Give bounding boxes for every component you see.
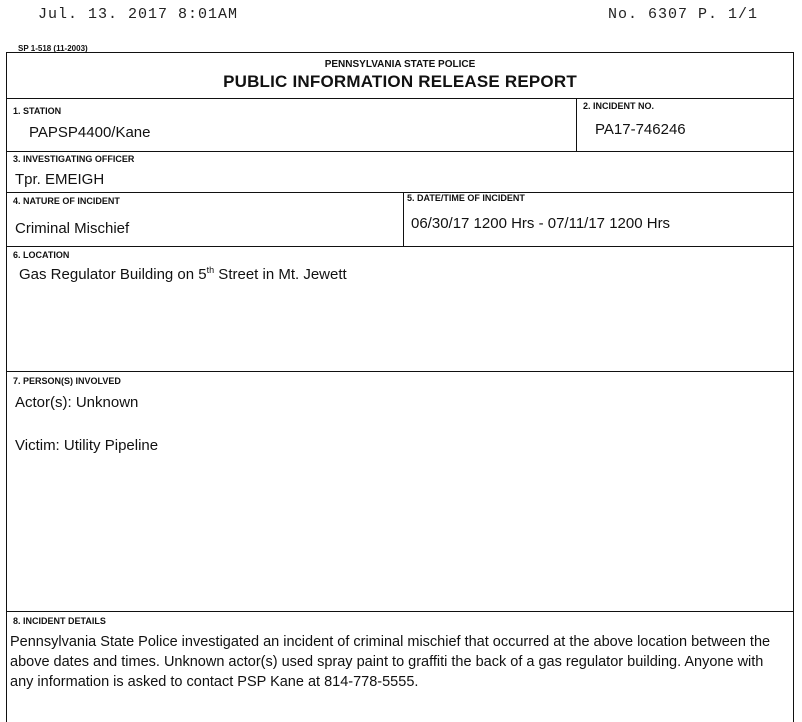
divider xyxy=(7,371,793,372)
persons-label: 7. PERSON(S) INVOLVED xyxy=(13,376,121,386)
fax-date-time: Jul. 13. 2017 8:01AM xyxy=(38,6,239,23)
divider xyxy=(7,192,793,193)
location-text-end: Street in Mt. Jewett xyxy=(214,266,347,283)
date-time-value: 06/30/17 1200 Hrs - 07/11/17 1200 Hrs xyxy=(411,215,671,232)
incident-no-value: PA17-746246 xyxy=(595,121,686,138)
agency-name: PENNSYLVANIA STATE POLICE xyxy=(324,59,476,70)
divider xyxy=(7,611,793,612)
report-header xyxy=(7,53,793,99)
details-label: 8. INCIDENT DETAILS xyxy=(13,616,106,626)
location-text-start: Gas Regulator Building on 5 xyxy=(19,266,207,283)
victim-value: Victim: Utility Pipeline xyxy=(15,437,159,454)
location-label: 6. LOCATION xyxy=(13,250,70,260)
divider xyxy=(7,151,793,152)
nature-value: Criminal Mischief xyxy=(15,220,130,237)
report-title: PUBLIC INFORMATION RELEASE REPORT xyxy=(223,72,577,91)
report-form xyxy=(6,52,794,722)
nature-label: 4. NATURE OF INCIDENT xyxy=(13,196,120,206)
form-code: SP 1-518 (11-2003) xyxy=(18,44,88,53)
station-value: PAPSP4400/Kane xyxy=(29,124,151,141)
location-value xyxy=(19,265,347,283)
location-ordinal: th xyxy=(206,265,215,275)
divider xyxy=(403,192,404,247)
officer-value: Tpr. EMEIGH xyxy=(15,171,105,188)
incident-details-text: Pennsylvania State Police investigated an incident of criminal mischief that occurred at the above location between the above dates and times. Unknown actor(s) used spray paint to graffiti the back of a gas regulator building. Anyone with any information is asked to contact PSP Kane at 814-778-5555. xyxy=(10,634,771,690)
fax-page-info: No. 6307 P. 1/1 xyxy=(608,6,759,23)
date-time-label: 5. DATE/TIME OF INCIDENT xyxy=(407,193,525,203)
station-label: 1. STATION xyxy=(13,106,62,116)
divider xyxy=(7,246,793,247)
incident-no-label: 2. INCIDENT NO. xyxy=(583,101,655,111)
divider xyxy=(576,98,577,152)
officer-label: 3. INVESTIGATING OFFICER xyxy=(13,154,135,164)
actor-value: Actor(s): Unknown xyxy=(15,394,139,411)
